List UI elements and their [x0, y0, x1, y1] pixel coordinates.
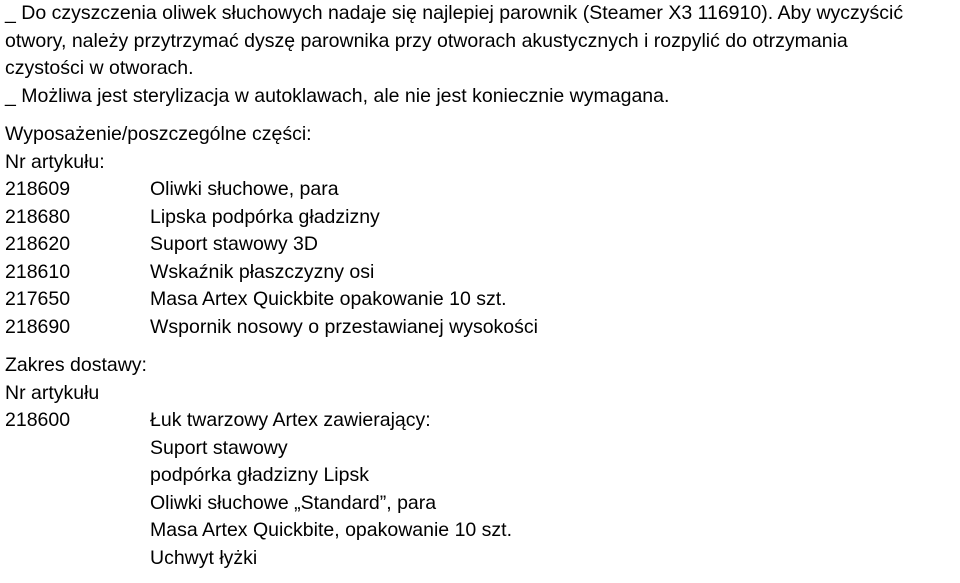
article-name: Wspornik nosowy o przestawianej wysokości [150, 315, 538, 338]
article-name: Wskaźnik płaszczyzny osi [150, 260, 375, 283]
equipment-row [5, 286, 957, 314]
article-code: 218609 [5, 178, 71, 200]
delivery-content-item: podpórka gładzizny Lipsk [150, 464, 369, 486]
delivery-content-item: Oliwki słuchowe „Standard”, para [150, 491, 437, 514]
equipment-heading: Wyposażenie/poszczególne części: [5, 123, 312, 145]
delivery-content-item: Masa Artex Quickbite, opakowanie 10 szt. [150, 519, 513, 541]
spacer [5, 341, 957, 352]
article-name: Lipska podpórka gładzizny [150, 205, 380, 228]
intro-line: otwory, należy przytrzymać dyszę parownika przy otworach akustycznych i rozpylić do otrzymania [5, 29, 848, 52]
article-name: Łuk twarzowy Artex zawierający: [150, 409, 431, 431]
article-code: 218620 [5, 233, 71, 255]
article-name: Masa Artex Quickbite opakowanie 10 szt. [150, 288, 507, 310]
equipment-row [5, 204, 957, 232]
equipment-section [5, 121, 957, 341]
spacer [5, 110, 957, 121]
equipment-row [5, 231, 957, 259]
intro-line: _ Możliwa jest sterylizacja w autoklawach, ale nie jest koniecznie wymagana. [5, 84, 670, 107]
delivery-heading: Zakres dostawy: [5, 354, 147, 376]
equipment-subheading: Nr artykułu: [5, 150, 105, 173]
article-name: Oliwki słuchowe, para [150, 178, 339, 200]
delivery-subheading: Nr artykułu [5, 381, 100, 404]
article-code: 218680 [5, 205, 71, 228]
equipment-row [5, 314, 957, 342]
document-page [5, 0, 957, 572]
intro-line: _ Do czyszczenia oliwek słuchowych nadaje się najlepiej parownik (Steamer X3 116910). Aby wyczyścić [5, 2, 904, 24]
article-code: 218690 [5, 315, 71, 338]
delivery-section [5, 352, 957, 572]
article-code: 218600 [5, 409, 71, 431]
intro-paragraph [5, 0, 957, 110]
equipment-row [5, 176, 957, 204]
article-name: Suport stawowy 3D [150, 233, 318, 255]
intro-line: czystości w otworach. [5, 57, 194, 79]
article-code: 218610 [5, 260, 71, 283]
article-code: 217650 [5, 288, 71, 310]
delivery-content-item: Suport stawowy [150, 436, 288, 459]
equipment-row [5, 259, 957, 287]
delivery-content-item: Uchwyt łyżki [150, 546, 258, 569]
delivery-row [5, 407, 957, 435]
